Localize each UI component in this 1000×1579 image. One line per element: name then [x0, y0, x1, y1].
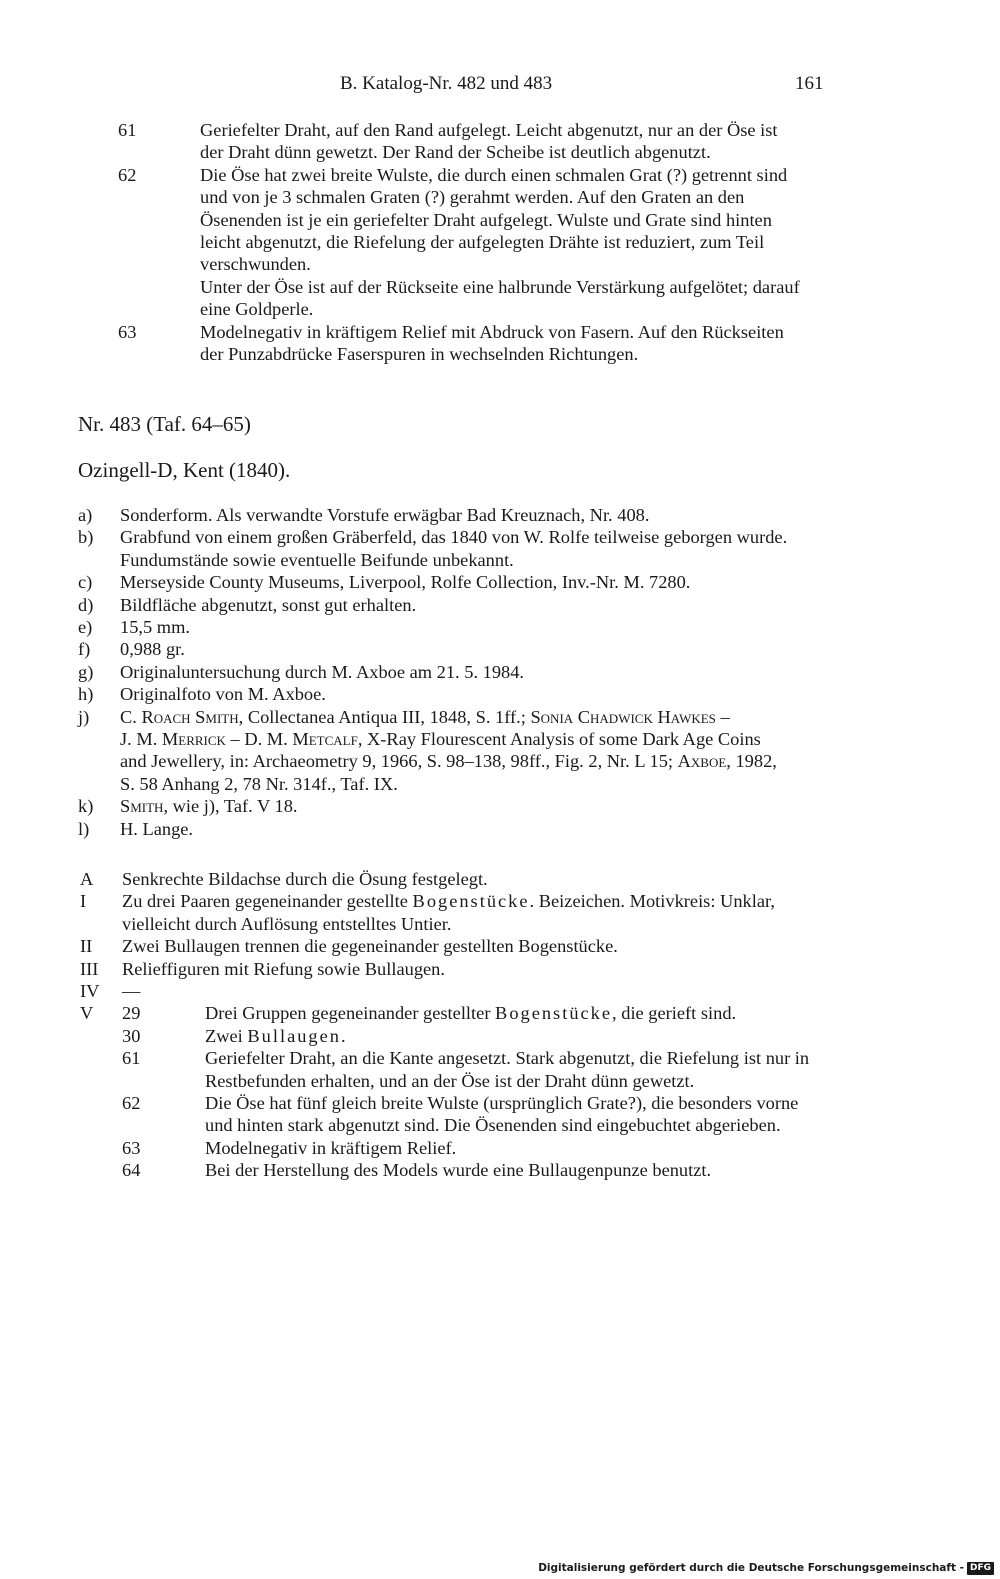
author-name: Sonia Chadwick Hawkes [530, 706, 716, 727]
author-name: Merrick [161, 729, 226, 750]
text-line: Die Öse hat fünf gleich breite Wulste (ursprünglich Grate?), die besonders vorne [205, 1093, 799, 1114]
text-line: Geriefelter Draht, an die Kante angesetzt. Stark abgenutzt, die Riefelung ist nur in [205, 1048, 810, 1069]
text-fragment: . [340, 1025, 346, 1046]
text-line: der Draht dünn gewetzt. Der Rand der Scheibe ist deutlich abgenutzt. [200, 142, 711, 163]
sections-block [80, 868, 842, 1182]
item-number: 62 [122, 1093, 141, 1114]
text-fragment: Zu drei Paaren gegeneinander gestellte [122, 891, 413, 912]
v-item [122, 1137, 842, 1159]
text-fragment: C. [120, 706, 142, 727]
field-label: j) [78, 706, 90, 727]
text-fragment: . Beizeichen. Motivkreis: Unklar, [529, 891, 775, 912]
dfg-logo: DFG [967, 1562, 994, 1575]
section-label: II [80, 936, 93, 957]
section-label: IV [80, 981, 100, 1002]
literature-text [120, 706, 840, 796]
field-label: l) [78, 818, 90, 839]
entry-number-heading: Nr. 483 (Taf. 64–65) [78, 412, 251, 436]
text-line: Die Öse hat zwei breite Wulste, die durch einen schmalen Grat (?) getrennt sind [200, 164, 788, 185]
text-line [120, 728, 840, 750]
item-text [205, 1025, 842, 1047]
text-line: Sonderform. Als verwandte Vorstufe erwägbar Bad Kreuznach, Nr. 408. [120, 505, 650, 525]
author-name: Metcalf [292, 729, 358, 750]
footer-text: Digitalisierung gefördert durch die Deutsche Forschungsgemeinschaft - [538, 1562, 964, 1574]
fields-block [78, 504, 840, 840]
text-line: Merseyside County Museums, Liverpool, Rolfe Collection, Inv.-Nr. M. 7280. [120, 572, 691, 593]
text-line: S. 58 Anhang 2, 78 Nr. 314f., Taf. IX. [120, 773, 398, 794]
v-item [122, 1002, 842, 1024]
section-row [80, 868, 842, 890]
field-label: b) [78, 527, 94, 548]
text-line: Restbefunden erhalten, und an der Öse ist der Draht dünn gewetzt. [205, 1070, 695, 1091]
text-fragment: , wie j), Taf. V 18. [163, 796, 298, 817]
item-number: 61 [118, 120, 137, 140]
text-line: Ösenenden ist je ein geriefelter Draht aufgelegt. Wulste und Grate sind hinten [200, 209, 772, 230]
field-text [120, 616, 840, 638]
item-number: 64 [122, 1160, 141, 1181]
entry-site-heading: Ozingell-D, Kent (1840). [78, 458, 291, 482]
section-v-items [122, 1002, 842, 1181]
field-label: g) [78, 661, 94, 682]
item-number: 63 [118, 321, 137, 342]
field-label: a) [78, 505, 93, 525]
text-line: und hinten stark abgenutzt sind. Die Ösenenden sind eingebuchtet abgerieben. [205, 1115, 781, 1136]
text-fragment: J. M. [120, 729, 162, 750]
field-label: c) [78, 572, 93, 593]
text-line: Originaluntersuchung durch M. Axboe am 21. 5. 1984. [120, 661, 525, 682]
field-row [78, 638, 840, 660]
item-number: 29 [122, 1003, 141, 1024]
field-text [120, 638, 840, 660]
v-item [122, 1159, 842, 1181]
text-line: Grabfund von einem großen Gräberfeld, das 1840 von W. Rolfe teilweise geborgen wurde. [120, 527, 788, 548]
field-text [120, 526, 840, 571]
literature-row [78, 706, 840, 796]
field-row [78, 661, 840, 683]
text-line: 0,988 gr. [120, 639, 185, 660]
field-label: k) [78, 796, 94, 817]
text-line: Modelnegativ in kräftigem Relief mit Abdruck von Fasern. Auf den Rückseiten [200, 321, 784, 342]
text-fragment: – [715, 706, 730, 727]
text-fragment: Zwei [205, 1025, 248, 1046]
section-text: Senkrechte Bildachse durch die Ösung festgelegt. [122, 869, 488, 889]
text-line: eine Goldperle. [200, 299, 314, 320]
field-text [120, 683, 840, 705]
item-number: 62 [118, 164, 137, 185]
section-label: V [80, 1003, 94, 1024]
text-line: verschwunden. [200, 254, 311, 275]
item-number: 63 [122, 1137, 141, 1158]
field-row [78, 594, 840, 616]
text-line [120, 750, 840, 772]
section-row [80, 980, 842, 1002]
field-text: H. Lange. [120, 818, 194, 839]
item-text [205, 1047, 842, 1092]
text-line: Bildfläche abgenutzt, sonst gut erhalten. [120, 594, 417, 615]
item-text [205, 1002, 842, 1024]
spaced-term: Bogenstücke [412, 891, 530, 912]
item-text [200, 321, 840, 366]
text-line [120, 706, 840, 728]
field-label: h) [78, 684, 94, 705]
field-text [120, 661, 840, 683]
text-line: Originalfoto von M. Axboe. [120, 684, 326, 705]
section-text: Zwei Bullaugen trennen die gegeneinander gestellten Bogenstücke. [122, 936, 618, 957]
field-label: f) [78, 639, 91, 660]
running-title: B. Katalog-Nr. 482 und 483 [340, 73, 553, 94]
continuation-item [118, 164, 840, 321]
item-text [205, 1092, 842, 1137]
item-text [205, 1137, 842, 1159]
section-text: — [122, 981, 141, 1002]
author-name: Roach Smith [141, 706, 239, 727]
text-line: vielleicht durch Auflösung entstelltes Untier. [122, 913, 452, 934]
text-fragment: , die gerieft sind. [612, 1003, 737, 1024]
spaced-term: Bullaugen [247, 1025, 341, 1046]
continuation-item [118, 119, 840, 164]
v-item [122, 1092, 842, 1137]
funding-footer [538, 1561, 994, 1575]
item-text [205, 1159, 842, 1181]
field-row [78, 571, 840, 593]
text-fragment: , 1982, [726, 751, 777, 772]
field-text [120, 571, 840, 593]
section-row [80, 890, 842, 935]
item-number: 61 [122, 1048, 141, 1069]
field-row [78, 616, 840, 638]
field-row [78, 504, 840, 526]
text-fragment: , Collectanea Antiqua III, 1848, S. 1ff.; [238, 706, 531, 727]
text-line: Fundumstände sowie eventuelle Beifunde unbekannt. [120, 549, 514, 570]
continuation-item [118, 321, 840, 366]
text-line: 15,5 mm. [120, 617, 190, 638]
text-line: und von je 3 schmalen Graten (?) gerahmt werden. Auf den Graten an den [200, 187, 745, 208]
author-name: Axboe [677, 751, 727, 772]
item-text [200, 119, 840, 164]
v-item [122, 1025, 842, 1047]
field-row [78, 683, 840, 705]
field-row [78, 526, 840, 571]
field-text [120, 594, 840, 616]
text-line: Geriefelter Draht, auf den Rand aufgelegt. Leicht abgenutzt, nur an der Öse ist [200, 120, 778, 140]
text-line: Unter der Öse ist auf der Rückseite eine halbrunde Verstärkung aufgelötet; darauf [200, 276, 800, 297]
text-line: leicht abgenutzt, die Riefelung der aufgelegten Drähte ist reduziert, zum Teil [200, 232, 765, 253]
text-fragment: – D. M. [225, 729, 293, 750]
author-name: Smith [120, 796, 164, 817]
section-text [122, 890, 842, 935]
section-text: Relieffiguren mit Riefung sowie Bullaugen. [122, 958, 445, 979]
text-line [122, 890, 842, 912]
section-label: A [80, 869, 94, 889]
text-fragment: Drei Gruppen gegeneinander gestellter [205, 1003, 496, 1024]
section-v-row [80, 1002, 842, 1181]
text-line: Modelnegativ in kräftigem Relief. [205, 1137, 457, 1158]
section-label: III [80, 958, 99, 979]
item-text [200, 164, 840, 321]
field-text [120, 795, 840, 817]
field-text [120, 504, 840, 526]
section-label: I [80, 891, 87, 912]
page-number: 161 [795, 73, 824, 94]
field-label: d) [78, 594, 94, 615]
field-row [78, 795, 840, 817]
text-fragment: , X-Ray Flourescent Analysis of some Dark Age Coins [357, 729, 761, 750]
continuation-block [118, 119, 840, 365]
section-row [80, 935, 842, 957]
section-row [80, 958, 842, 980]
spaced-term: Bogenstücke [495, 1003, 613, 1024]
text-line: Bei der Herstellung des Models wurde eine Bullaugenpunze benutzt. [205, 1160, 712, 1181]
v-item [122, 1047, 842, 1092]
text-fragment: and Jewellery, in: Archaeometry 9, 1966, S. 98–138, 98ff., Fig. 2, Nr. L 15; [120, 751, 678, 772]
field-row [78, 818, 840, 840]
text-line: der Punzabdrücke Faserspuren in wechselnden Richtungen. [200, 344, 639, 365]
field-label: e) [78, 617, 93, 638]
item-number: 30 [122, 1025, 141, 1046]
